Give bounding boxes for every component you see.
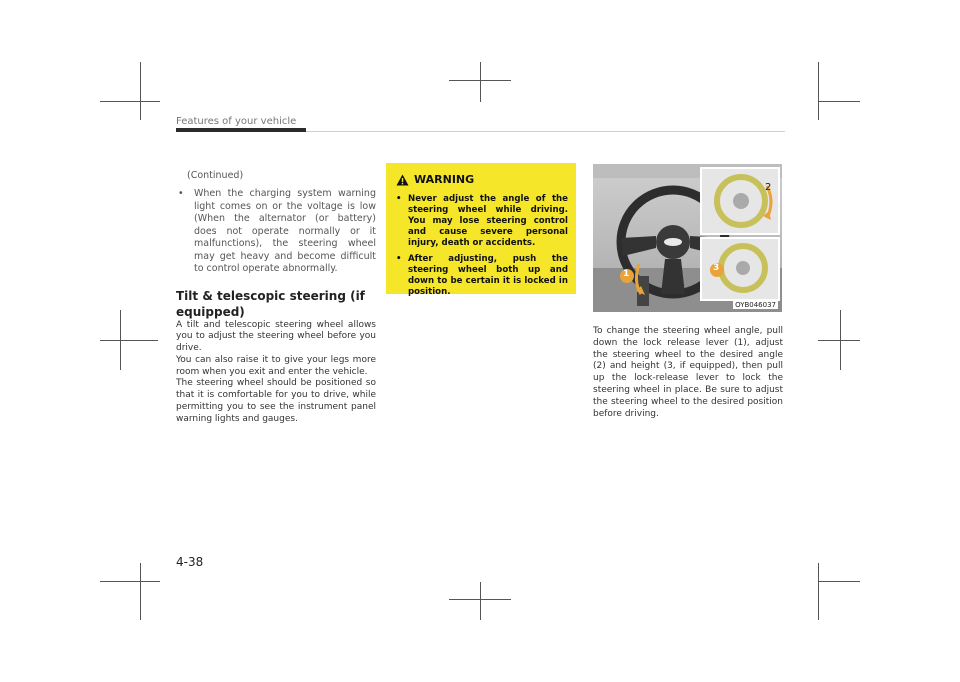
crop-mark	[480, 582, 481, 620]
warning-item-text: After adjusting, push the steering wheel both up and down to be certain it is locked in position.	[408, 254, 568, 297]
header-rule	[306, 131, 785, 132]
bullet-text: When the charging system warning light comes on or the voltage is low (When the alternator (or battery) does not operate normally or it malfunctions), the steering wheel may get heavy and become difficult to control operate abnormally.	[194, 188, 376, 274]
warning-item	[396, 194, 568, 249]
section-title: Tilt & telescopic steering (if equipped)	[176, 288, 365, 319]
body-paragraph: You can also raise it to give your legs more room when you exit and enter the vehicle.	[176, 354, 376, 377]
bullet-dot: •	[396, 254, 402, 264]
warning-box	[386, 163, 576, 297]
steering-wheel-illustration	[593, 164, 782, 312]
body-paragraph: To change the steering wheel angle, pull down the lock release lever (1), adjust the steering wheel to the desired angle (2) and height (3, if equipped), then pull up the lock-release lever to lock the steering wheel in place. Be sure to adjust the steering wheel to the desired position before driving.	[593, 326, 783, 419]
bullet-dot: •	[178, 188, 184, 199]
callout-2: 2	[765, 182, 772, 193]
warning-triangle-icon	[396, 174, 409, 186]
warning-item	[396, 254, 568, 298]
crop-mark	[140, 563, 141, 620]
crop-mark	[818, 62, 819, 120]
header-bar	[176, 128, 306, 132]
steering-wheel-figure	[593, 164, 782, 312]
continued-label: (Continued)	[187, 170, 244, 181]
warning-header	[396, 173, 576, 186]
crop-mark	[100, 101, 160, 102]
bullet-item	[176, 188, 376, 276]
warning-item-text: Never adjust the angle of the steering wheel while driving. You may lose steering control and cause severe personal injury, death or accidents.	[408, 194, 568, 248]
warning-title: WARNING	[414, 173, 475, 186]
callout-1: 1	[623, 269, 630, 279]
crop-mark	[120, 310, 121, 370]
callout-3: 3	[713, 263, 720, 273]
crop-mark	[818, 581, 860, 582]
crop-mark	[480, 62, 481, 102]
body-paragraph: A tilt and telescopic steering wheel allows you to adjust the steering wheel before you drive.	[176, 319, 376, 354]
right-column	[593, 326, 783, 420]
bullet-dot: •	[396, 194, 402, 204]
figure-code: OYB046037	[735, 301, 776, 309]
warning-list	[396, 194, 568, 298]
section-header: Features of your vehicle	[176, 116, 297, 127]
left-column	[176, 170, 376, 426]
crop-mark	[840, 310, 841, 370]
crop-mark	[818, 101, 860, 102]
crop-mark	[818, 563, 819, 620]
crop-mark	[140, 62, 141, 120]
body-paragraph: The steering wheel should be positioned so that it is comfortable for you to drive, while permitting you to see the instrument panel warning lights and gauges.	[176, 378, 376, 424]
page-number: 4-38	[176, 555, 204, 569]
crop-mark	[818, 340, 860, 341]
crop-mark	[100, 581, 160, 582]
crop-mark	[100, 340, 158, 341]
